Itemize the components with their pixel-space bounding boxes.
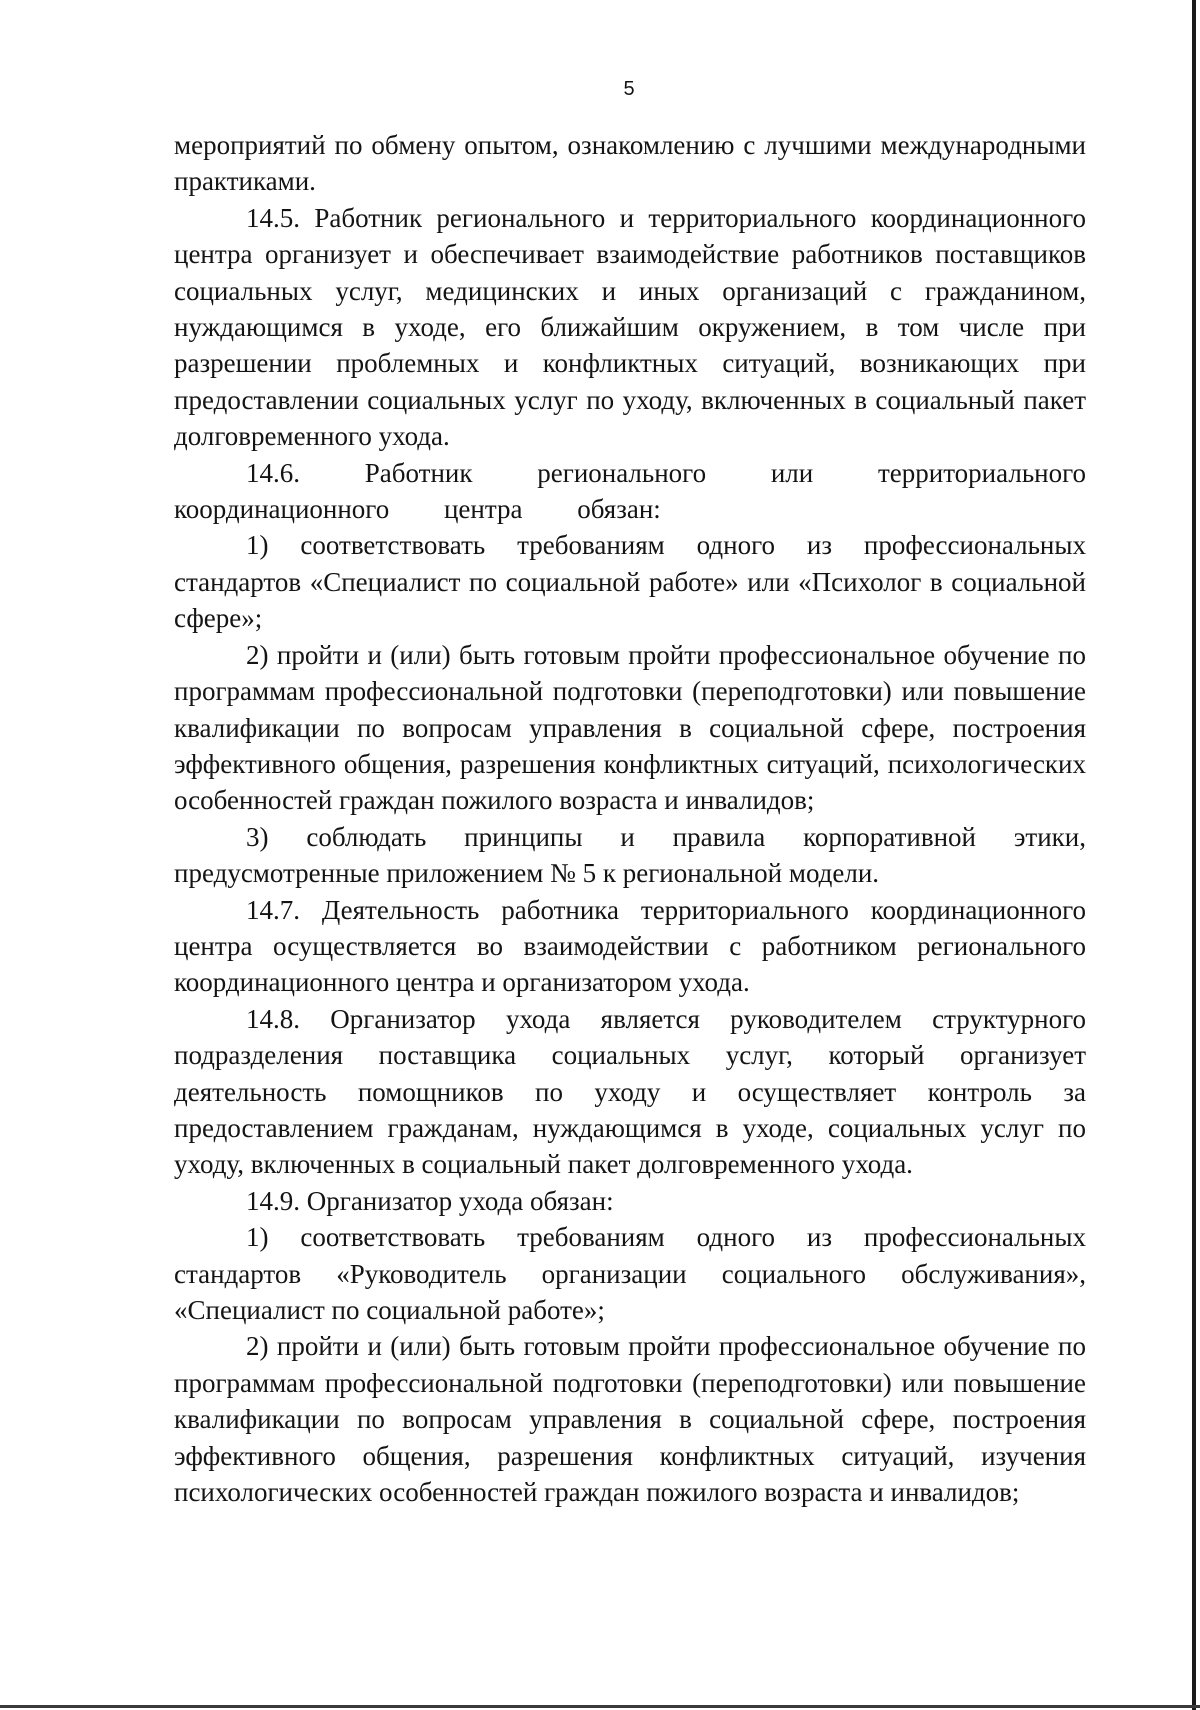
paragraph-14-6: 14.6. Работник регионального или территориального координационного центра обязан: bbox=[174, 457, 1086, 525]
scan-border-bottom bbox=[0, 1705, 1200, 1708]
paragraph-14-6-item-1: 1) соответствовать требованиям одного из профессиональных стандартов «Специалист по социальной работе» или «Психолог в социальной сфере»; bbox=[174, 530, 1086, 634]
paragraph-14-9: 14.9. Организатор ухода обязан: bbox=[246, 1185, 614, 1216]
paragraph-14-9-item-1: 1) соответствовать требованиям одного из профессиональных стандартов «Руководитель организации социального обслуживания», «Специалист по социальной работе»; bbox=[174, 1222, 1086, 1325]
paragraph-14-6-item-2: 2) пройти и (или) быть готовым пройти профессиональное обучение по программам профессиональной подготовки (переподготовки) или повышение квалификации по вопросам управления в социальной сфере, построения эффективного общения, разрешения конфликтных ситуаций, психологических особенностей граждан пожилого возраста и инвалидов; bbox=[174, 639, 1086, 816]
document-body bbox=[174, 127, 1086, 1510]
scan-border-right bbox=[1192, 0, 1196, 1710]
paragraph-14-5: 14.5. Работник регионального и территориального координационного центра организует и обеспечивает взаимодействие работников поставщиков социальных услуг, медицинских и иных организаций с гражданином, нуждающимся в уходе, его ближайшим окружением, в том числе при разрешении проблемных и конфликтных ситуаций, возникающих при предоставлении социальных услуг по уходу, включенных в социальный пакет долговременного ухода. bbox=[174, 202, 1086, 452]
paragraph-14-7: 14.7. Деятельность работника территориального координационного центра осуществляется во взаимодействии с работником регионального координационного центра и организатором ухода. bbox=[174, 894, 1086, 998]
page-number: 5 bbox=[623, 78, 635, 100]
paragraph-continuation: мероприятий по обмену опытом, ознакомлению с лучшими международными практиками. bbox=[174, 130, 1086, 197]
paragraph-14-8: 14.8. Организатор ухода является руководителем структурного подразделения поставщика социальных услуг, который организует деятельность помощников по уходу и осуществляет контроль за предоставлением гражданам, нуждающимся в уходе, социальных услуг по уходу, включенных в социальный пакет долговременного ухода. bbox=[174, 1003, 1086, 1180]
paragraph-14-6-item-3: 3) соблюдать принципы и правила корпоративной этики, предусмотренные приложением № 5 к региональной модели. bbox=[174, 821, 1086, 889]
paragraph-14-9-item-2: 2) пройти и (или) быть готовым пройти профессиональное обучение по программам профессиональной подготовки (переподготовки) или повышение квалификации по вопросам управления в социальной сфере, построения эффективного общения, разрешения конфликтных ситуаций, изучения психологических особенностей граждан пожилого возраста и инвалидов; bbox=[174, 1331, 1086, 1508]
